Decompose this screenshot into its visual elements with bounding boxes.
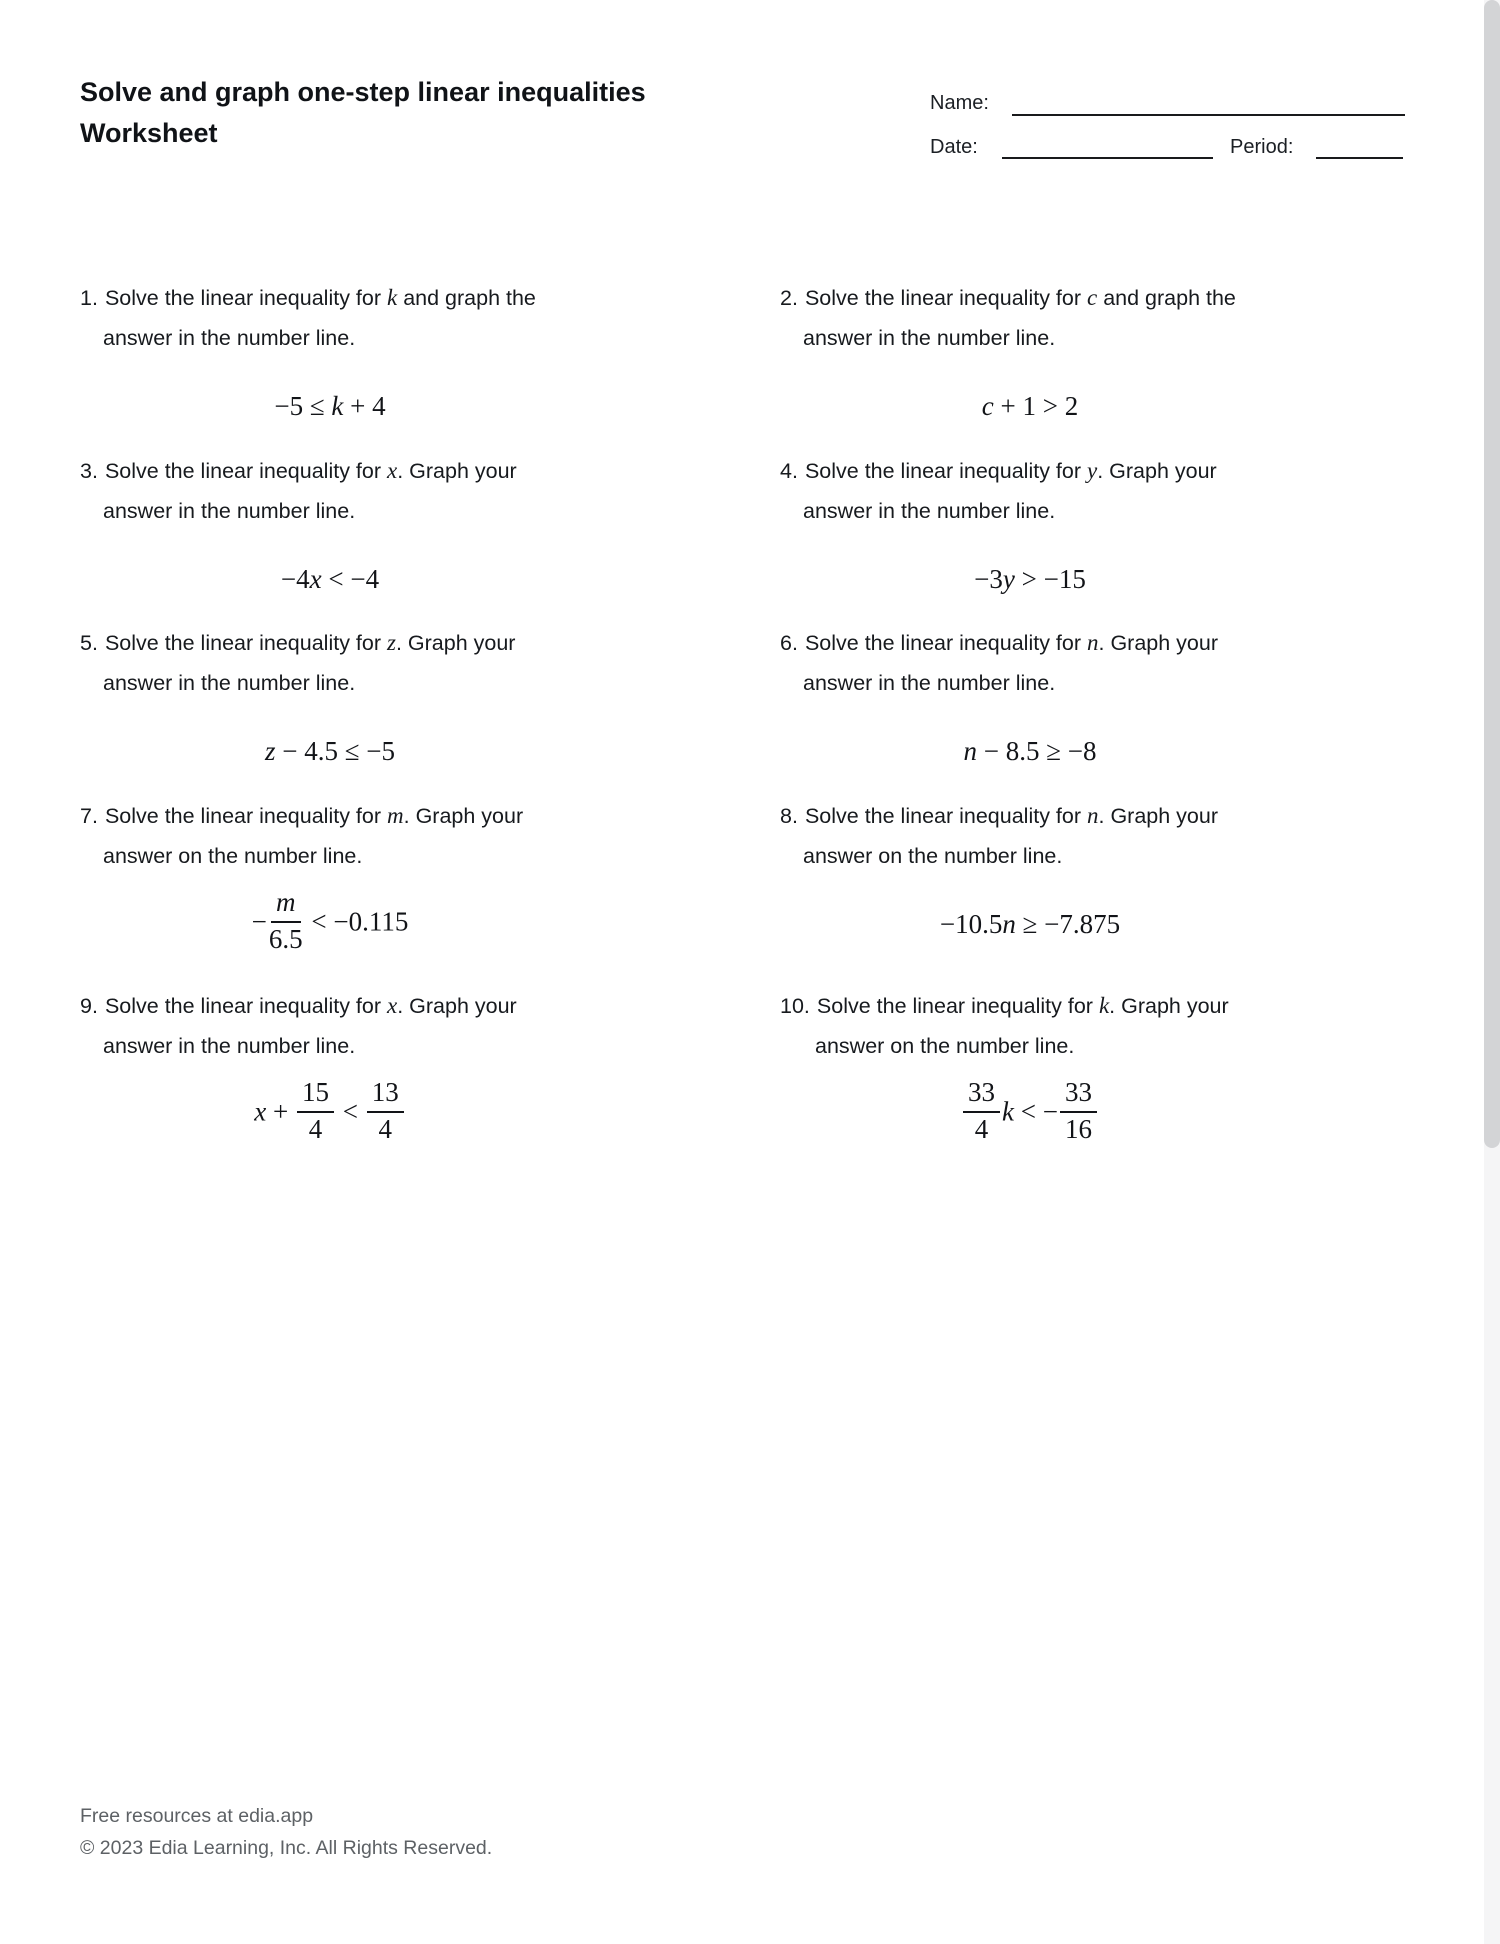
math-text: −3 bbox=[974, 563, 1003, 594]
math-text: ≥ −7.875 bbox=[1015, 908, 1121, 939]
problem-10 bbox=[780, 986, 1420, 1150]
prompt-prefix: Solve the linear inequality for bbox=[804, 631, 1087, 655]
prompt-prefix: Solve the linear inequality for bbox=[804, 804, 1087, 828]
problem-text-line1 bbox=[80, 623, 720, 663]
prompt-suffix: and graph the bbox=[397, 286, 536, 310]
math-text: + 4 bbox=[343, 390, 386, 421]
date-blank-line bbox=[1002, 157, 1213, 159]
problem-4 bbox=[780, 451, 1420, 615]
problem-number: 8. bbox=[780, 804, 798, 828]
problem-5 bbox=[80, 623, 720, 787]
math-variable: n bbox=[1087, 630, 1099, 655]
equation-math bbox=[961, 1076, 1099, 1147]
problem-number: 1. bbox=[80, 286, 98, 310]
problem-number: 9. bbox=[80, 994, 98, 1018]
math-text: + 1 > 2 bbox=[993, 390, 1079, 421]
problem-number: 4. bbox=[780, 459, 798, 483]
math-variable: y bbox=[1087, 458, 1098, 483]
prompt-prefix: Solve the linear inequality for bbox=[816, 994, 1099, 1018]
problem-1 bbox=[80, 278, 720, 442]
problem-1-equation bbox=[80, 370, 580, 442]
problem-6-equation bbox=[780, 715, 1280, 787]
math-variable: x bbox=[387, 993, 398, 1018]
math-variable: k bbox=[331, 390, 344, 421]
math-text: − 8.5 ≥ −8 bbox=[976, 735, 1097, 766]
prompt-suffix: . Graph your bbox=[395, 631, 516, 655]
period-blank-line bbox=[1316, 157, 1403, 159]
page-title bbox=[80, 72, 646, 154]
fraction: $\frac{13}{4}$ bbox=[367, 1078, 404, 1144]
problem-text-line1 bbox=[80, 986, 720, 1026]
math-text: −5 ≤ bbox=[274, 390, 332, 421]
problem-6 bbox=[780, 623, 1420, 787]
problem-2 bbox=[780, 278, 1420, 442]
equation-math bbox=[974, 564, 1086, 595]
prompt-suffix: . Graph your bbox=[397, 994, 517, 1018]
prompt-prefix: Solve the linear inequality for bbox=[804, 459, 1087, 483]
problem-4-text bbox=[780, 451, 1420, 531]
prompt-suffix: . Graph your bbox=[1109, 994, 1229, 1018]
math-variable: z bbox=[264, 735, 276, 766]
math-variable: n bbox=[1087, 803, 1099, 828]
page-footer bbox=[80, 1800, 492, 1864]
problem-7-text bbox=[80, 796, 720, 876]
math-text: < −0.115 bbox=[304, 906, 409, 937]
problem-text-line2: answer in the number line. bbox=[103, 326, 356, 350]
equation-math bbox=[963, 736, 1096, 767]
fraction: $\frac{33}{16}$ bbox=[1060, 1078, 1097, 1144]
math-text: − 4.5 ≤ −5 bbox=[275, 735, 396, 766]
math-variable: x bbox=[387, 458, 398, 483]
prompt-prefix: Solve the linear inequality for bbox=[804, 286, 1087, 310]
prompt-prefix: Solve the linear inequality for bbox=[104, 286, 387, 310]
problem-4-equation bbox=[780, 543, 1280, 615]
problem-10-equation bbox=[780, 1078, 1280, 1150]
problem-7 bbox=[80, 796, 720, 960]
problem-text-line2: answer on the number line. bbox=[103, 844, 363, 868]
problem-text-line1 bbox=[80, 278, 720, 318]
math-text: −10.5 bbox=[939, 908, 1003, 939]
problem-text-line1 bbox=[80, 451, 720, 491]
problem-9-equation bbox=[80, 1078, 580, 1150]
math-variable: k bbox=[1098, 993, 1110, 1018]
math-variable: n bbox=[1002, 908, 1016, 939]
page-title-line1: Solve and graph one-step linear inequalities bbox=[80, 77, 646, 107]
problem-text-line1 bbox=[780, 451, 1420, 491]
math-text: > −15 bbox=[1014, 563, 1086, 594]
equation-math bbox=[281, 564, 379, 595]
equation-math bbox=[251, 886, 409, 957]
problem-8-text bbox=[780, 796, 1420, 876]
fraction: $\frac{33}{4}$ bbox=[963, 1078, 1000, 1144]
prompt-suffix: . Graph your bbox=[1098, 804, 1218, 828]
problem-text-line2: answer on the number line. bbox=[815, 1034, 1075, 1058]
name-blank-line bbox=[1012, 114, 1405, 116]
problem-5-text bbox=[80, 623, 720, 703]
equation-math bbox=[982, 391, 1078, 422]
equation-math bbox=[254, 1076, 405, 1147]
problem-text-line2: answer in the number line. bbox=[803, 326, 1056, 350]
problem-9 bbox=[80, 986, 720, 1150]
problem-text-line2: answer in the number line. bbox=[103, 499, 356, 523]
problem-1-text bbox=[80, 278, 720, 358]
problem-8-equation bbox=[780, 888, 1280, 960]
problem-5-equation bbox=[80, 715, 580, 787]
problem-7-equation bbox=[80, 888, 580, 960]
math-variable: x bbox=[254, 1096, 267, 1127]
prompt-suffix: . Graph your bbox=[403, 804, 524, 828]
math-text: − bbox=[251, 906, 267, 937]
problem-text-line2: answer in the number line. bbox=[803, 499, 1056, 523]
problem-number: 3. bbox=[80, 459, 98, 483]
equation-math bbox=[274, 391, 385, 422]
math-variable: c bbox=[1087, 285, 1098, 310]
period-label: Period: bbox=[1230, 136, 1294, 158]
date-label: Date: bbox=[930, 136, 978, 158]
prompt-prefix: Solve the linear inequality for bbox=[104, 459, 387, 483]
problem-number: 5. bbox=[80, 631, 98, 655]
math-text: < bbox=[335, 1096, 365, 1127]
problem-3-text bbox=[80, 451, 720, 531]
page-title-line2: Worksheet bbox=[80, 118, 218, 148]
prompt-suffix: . Graph your bbox=[1097, 459, 1217, 483]
problem-2-equation bbox=[780, 370, 1280, 442]
math-variable: z bbox=[387, 630, 396, 655]
problem-text-line1 bbox=[780, 796, 1420, 836]
problem-text-line1 bbox=[80, 796, 720, 836]
math-text: + bbox=[266, 1096, 295, 1127]
equation-math bbox=[940, 909, 1120, 940]
problem-8 bbox=[780, 796, 1420, 960]
problem-text-line2: answer in the number line. bbox=[103, 1034, 356, 1058]
problem-2-text bbox=[780, 278, 1420, 358]
math-variable: n bbox=[963, 735, 977, 766]
math-variable: k bbox=[1002, 1096, 1014, 1127]
fraction: $\frac{15}{4}$ bbox=[297, 1078, 334, 1144]
problem-3-equation bbox=[80, 543, 580, 615]
prompt-suffix: . Graph your bbox=[1098, 631, 1218, 655]
math-text: −4 bbox=[280, 563, 310, 594]
prompt-prefix: Solve the linear inequality for bbox=[104, 994, 387, 1018]
problem-text-line2: answer in the number line. bbox=[803, 671, 1056, 695]
math-text: < −4 bbox=[321, 563, 380, 594]
problem-text-line1 bbox=[780, 278, 1420, 318]
problem-9-text bbox=[80, 986, 720, 1066]
prompt-prefix: Solve the linear inequality for bbox=[104, 804, 387, 828]
problem-number: 10. bbox=[780, 994, 810, 1018]
problem-6-text bbox=[780, 623, 1420, 703]
problem-number: 6. bbox=[780, 631, 798, 655]
equation-math bbox=[265, 736, 395, 767]
problem-text-line2: answer on the number line. bbox=[803, 844, 1063, 868]
scrollbar-thumb[interactable] bbox=[1484, 0, 1500, 1148]
problem-text-line2: answer in the number line. bbox=[103, 671, 356, 695]
problem-10-text bbox=[780, 986, 1420, 1066]
math-variable: y bbox=[1002, 563, 1015, 594]
footer-resources-text: Free resources at edia.app bbox=[80, 1805, 314, 1827]
problem-3 bbox=[80, 451, 720, 615]
problem-number: 2. bbox=[780, 286, 798, 310]
prompt-suffix: and graph the bbox=[1097, 286, 1236, 310]
problem-number: 7. bbox=[80, 804, 98, 828]
math-variable: k bbox=[387, 285, 398, 310]
footer-copyright-text: © 2023 Edia Learning, Inc. All Rights Reserved. bbox=[80, 1837, 493, 1859]
prompt-suffix: . Graph your bbox=[397, 459, 517, 483]
math-variable: m bbox=[387, 803, 404, 828]
prompt-prefix: Solve the linear inequality for bbox=[104, 631, 387, 655]
fraction: $\frac{m}{6.5}$ bbox=[268, 886, 303, 954]
math-text: < − bbox=[1014, 1096, 1058, 1127]
math-variable: c bbox=[981, 390, 994, 421]
name-label: Name: bbox=[930, 92, 989, 114]
math-variable: x bbox=[309, 563, 322, 594]
problem-text-line1 bbox=[780, 623, 1420, 663]
problem-text-line1 bbox=[780, 986, 1420, 1026]
